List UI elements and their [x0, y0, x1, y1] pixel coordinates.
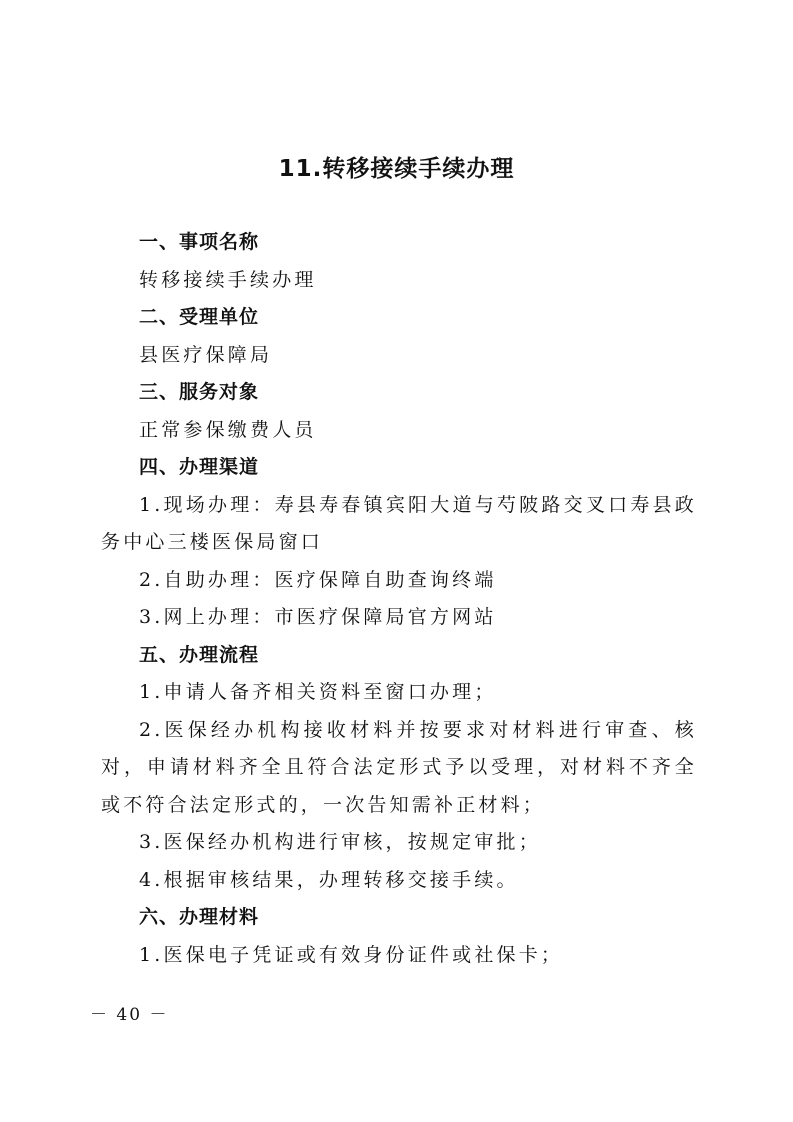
paragraph: 3.网上办理：市医疗保障局官方网站	[139, 606, 497, 628]
paragraph: 4.根据审核结果，办理转移交接手续。	[139, 868, 519, 891]
paragraph: 1.医保电子凭证或有效身份证件或社保卡；	[139, 943, 564, 966]
paragraph: 2.自助办理：医疗保障自助查询终端	[139, 568, 497, 591]
section-heading-accepting-unit: 二、受理单位	[139, 306, 260, 328]
section-heading-service-target: 三、服务对象	[139, 381, 260, 403]
section-heading-process: 五、办理流程	[139, 643, 260, 666]
paragraph: 正常参保缴费人员	[139, 418, 317, 441]
paragraph: 县医疗保障局	[139, 343, 273, 366]
page-number: － 40 －	[90, 1005, 169, 1025]
section-heading-item-name: 一、事项名称	[139, 231, 260, 253]
paragraph: 转移接续手续办理	[139, 268, 317, 291]
paragraph: 1.申请人备齐相关资料至窗口办理；	[139, 681, 497, 703]
paragraph: 1.现场办理：寿县寿春镇宾阳大道与芍陂路交叉口寿县政务中心三楼医保局窗口	[101, 493, 697, 553]
section-heading-materials: 六、办理材料	[139, 906, 260, 928]
paragraph: 2.医保经办机构接收材料并按要求对材料进行审查、核对，申请材料齐全且符合法定形式予以受理，对材料不齐全或不符合法定形式的，一次告知需补正材料；	[101, 718, 697, 816]
paragraph: 3.医保经办机构进行审核，按规定审批；	[139, 831, 541, 853]
page-title: 11.转移接续手续办理	[278, 156, 515, 182]
document-body	[101, 224, 697, 974]
section-heading-channels: 四、办理渠道	[139, 456, 260, 478]
